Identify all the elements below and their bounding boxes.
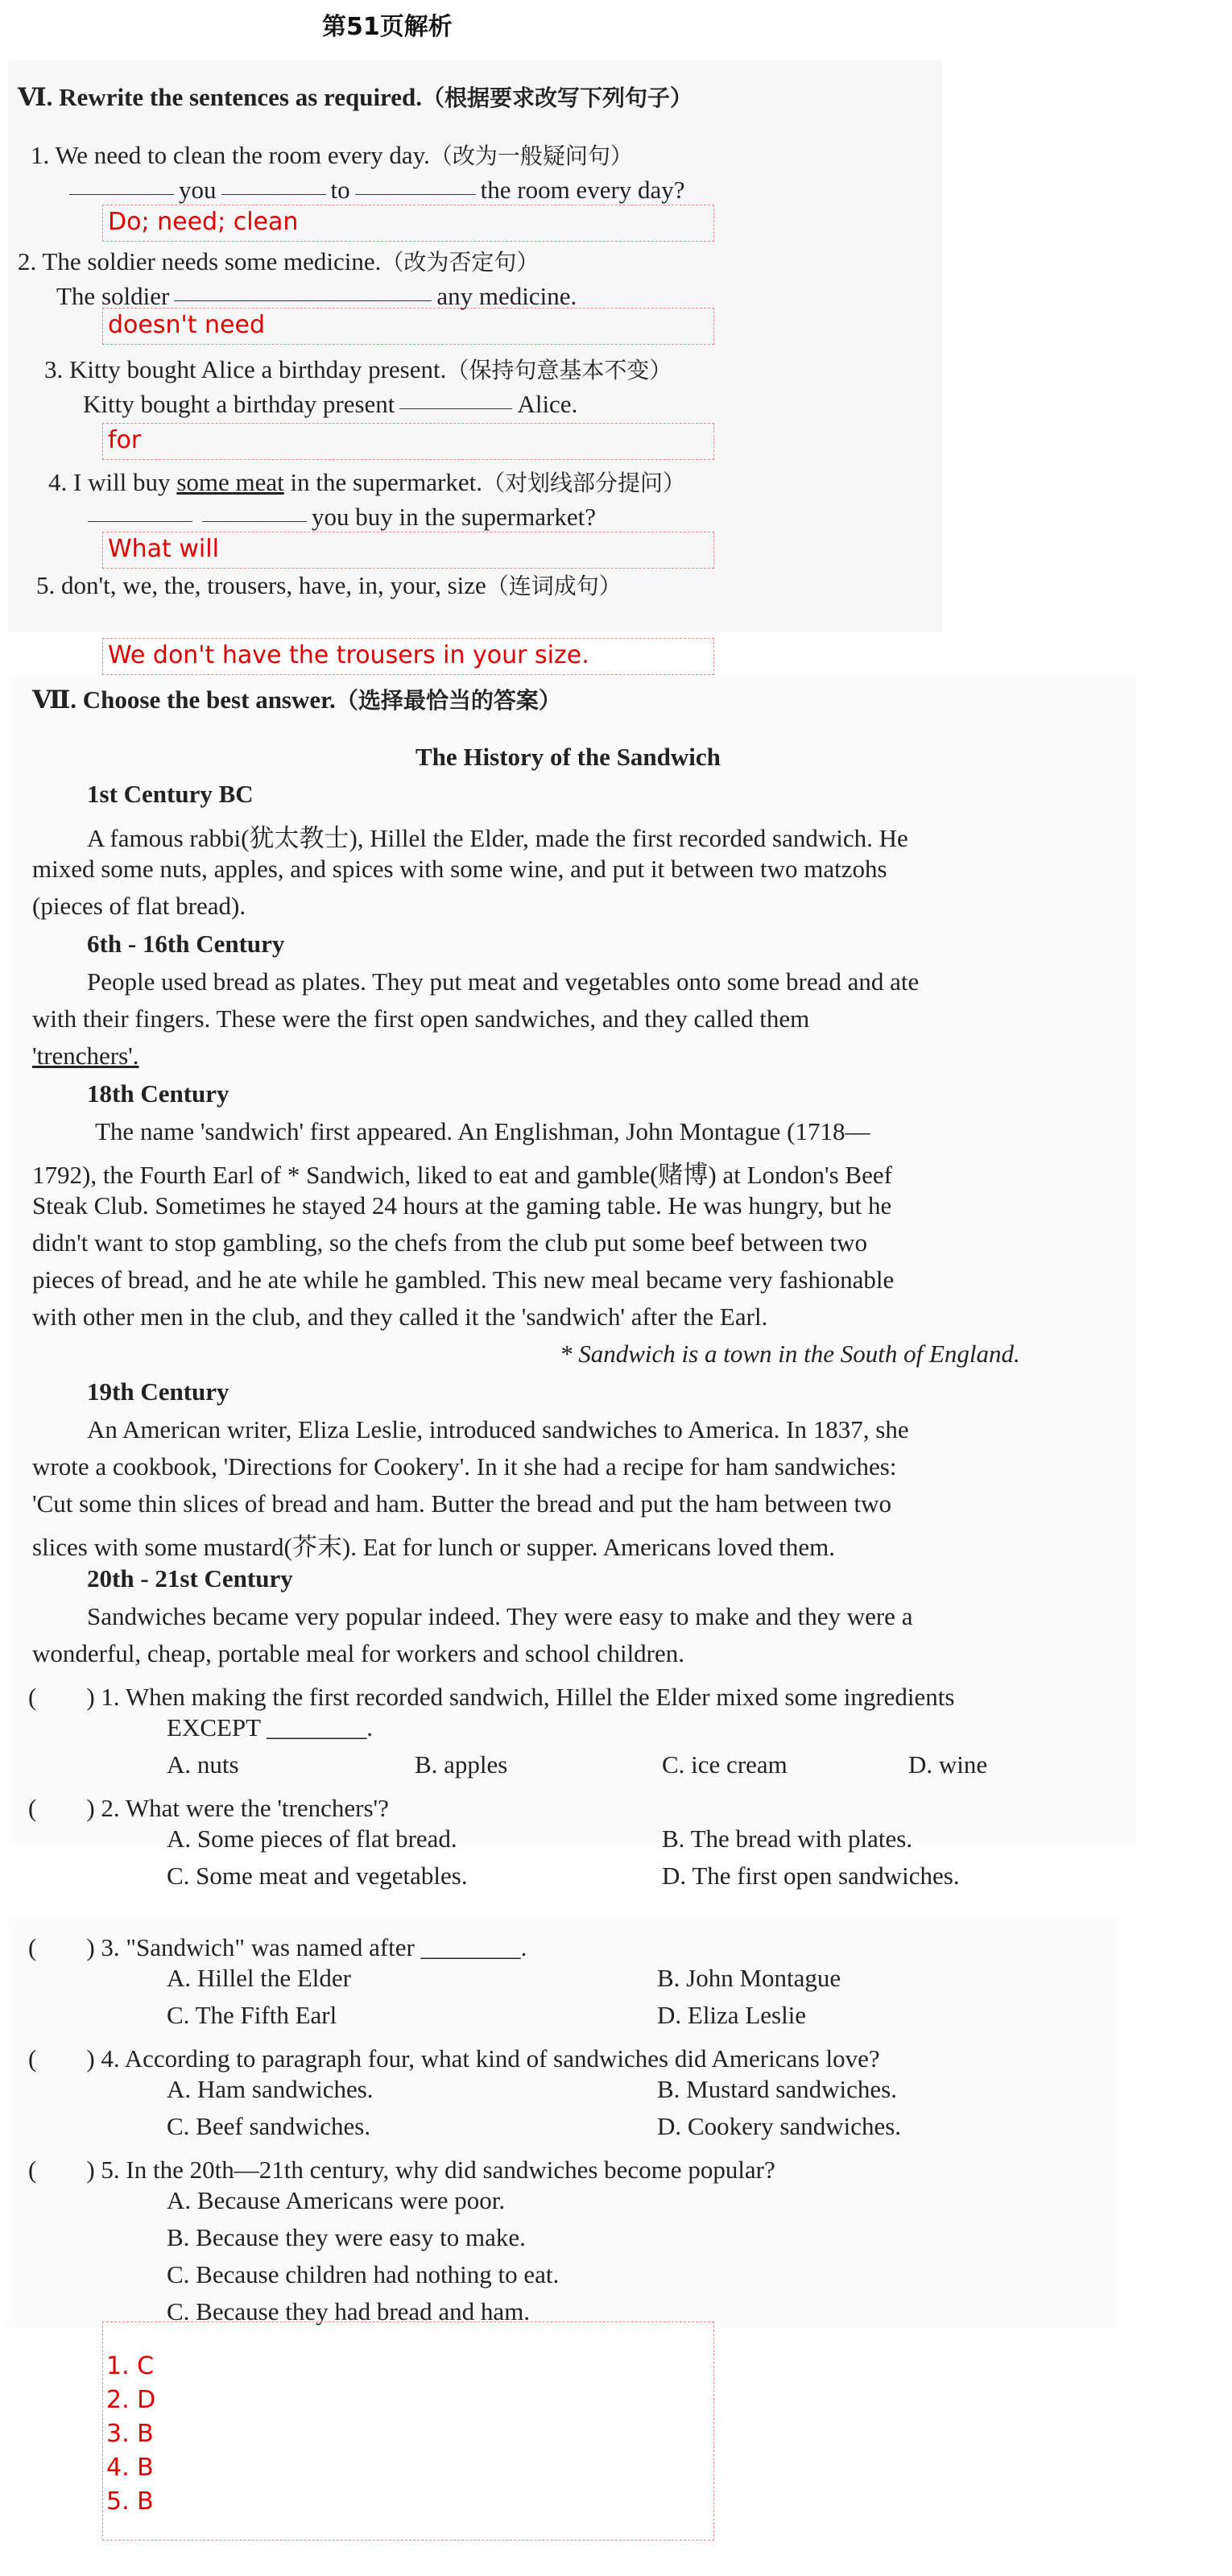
section6-title-cn: （根据要求改写下列句子） — [422, 85, 693, 111]
answer-paren: ( ) — [28, 1683, 95, 1711]
passage-title: The History of the Sandwich — [415, 743, 721, 771]
passage-line: wonderful, cheap, portable meal for workers and school children. — [32, 1639, 685, 1667]
passage-heading-2: 6th - 16th Century — [87, 930, 285, 958]
s6-q4-blanks — [83, 503, 596, 532]
section6-title-en: Rewrite the sentences as required. — [59, 83, 423, 111]
mcq-5 — [28, 2149, 775, 2185]
s6-q3-line-b: Alice. — [517, 390, 578, 418]
mcq-option: B. Because they were easy to make. — [167, 2223, 526, 2251]
s6-q1-text: We need to clean the room every day. — [55, 141, 430, 169]
section7-title-cn: （选择最恰当的答案） — [335, 687, 561, 714]
passage-line: Steak Club. Sometimes he stayed 24 hours at the gaming table. He was hungry, but he — [32, 1191, 892, 1220]
answer-key-box — [102, 2321, 714, 2541]
answer-key-item: 2. D — [106, 2386, 156, 2414]
answer-key-item: 5. B — [106, 2487, 154, 2516]
mcq-option: B. The bread with plates. — [662, 1824, 913, 1853]
s6-q5 — [36, 569, 622, 601]
mcq-stem: According to paragraph four, what kind of sandwiches did Americans love? — [124, 2044, 880, 2073]
mcq-option: D. The first open sandwiches. — [662, 1862, 960, 1890]
passage-footnote: * Sandwich is a town in the South of England. — [560, 1340, 1020, 1368]
passage-line: An American writer, Eliza Leslie, introduced sandwiches to America. In 1837, she — [87, 1415, 909, 1443]
passage-line: with other men in the club, and they called it the 'sandwich' after the Earl. — [32, 1302, 768, 1331]
mcq-option: C. Beef sandwiches. — [167, 2112, 371, 2140]
section7-title-en: Choose the best answer. — [82, 685, 336, 714]
s6-q3-note: （保持句意基本不变） — [446, 357, 672, 383]
mcq-option: B. Mustard sandwiches. — [657, 2075, 897, 2103]
section7-roman: Ⅶ. — [32, 685, 77, 714]
s6-q1-line-c: the room every day? — [480, 176, 685, 204]
mcq-option: C. Some meat and vegetables. — [167, 1862, 468, 1890]
mcq-stem: What were the 'trenchers'? — [125, 1794, 389, 1822]
passage-line: People used bread as plates. They put meat and vegetables onto some bread and ate — [87, 967, 920, 996]
blank — [221, 193, 326, 195]
blank — [88, 520, 192, 522]
passage-heading-5: 20th - 21st Century — [87, 1564, 293, 1592]
mcq-option: A. Ham sandwiches. — [167, 2075, 374, 2103]
passage-heading-4: 19th Century — [87, 1377, 229, 1406]
mcq-option: B. John Montague — [657, 1964, 841, 1992]
blank — [399, 408, 512, 409]
s6-q4-answer: What will — [102, 532, 714, 569]
s6-q1-note: （改为一般疑问句） — [429, 143, 633, 169]
s6-q4-note: （对划线部分提问） — [482, 470, 685, 496]
s6-q1-num: 1. — [31, 141, 50, 169]
section7-title — [32, 683, 561, 715]
s6-q3-answer: for — [102, 423, 714, 460]
mcq-option: C. Because they had bread and ham. — [167, 2297, 531, 2325]
answer-key-item: 4. B — [106, 2454, 154, 2482]
passage-line: 1792), the Fourth Earl of * Sandwich, liked to eat and gamble(赌博) at London's Beef — [32, 1161, 892, 1189]
s6-q3-blanks — [83, 390, 577, 419]
mcq-option: A. nuts — [167, 1750, 239, 1779]
s6-q2 — [18, 245, 539, 277]
mcq-option: C. Because children had nothing to eat. — [167, 2260, 560, 2288]
s6-q4-num: 4. — [48, 468, 68, 496]
s6-q2-blanks — [56, 282, 577, 311]
mcq-num: 4. — [101, 2044, 120, 2073]
mcq-option: C. ice cream — [662, 1750, 788, 1779]
answer-paren: ( ) — [28, 2044, 95, 2073]
s6-q2-answer: doesn't need — [102, 308, 714, 345]
answer-paren: ( ) — [28, 1933, 95, 1961]
passage-line: The name 'sandwich' first appeared. An Englishman, John Montague (1718— — [95, 1117, 870, 1145]
passage-heading-1: 1st Century BC — [87, 780, 254, 808]
passage-line: slices with some mustard(芥末). Eat for lunch or supper. Americans loved them. — [32, 1533, 835, 1561]
s6-q5-answer: We don't have the trousers in your size. — [102, 638, 714, 675]
mcq-2 — [28, 1787, 389, 1824]
mcq-option: B. apples — [415, 1750, 508, 1779]
section6-title — [18, 81, 692, 113]
passage-line: with their fingers. These were the first open sandwiches, and they called them — [32, 1004, 810, 1033]
passage-line: pieces of bread, and he ate while he gambled. This new meal became very fashionable — [32, 1265, 895, 1294]
mcq-num: 2. — [101, 1794, 120, 1822]
answer-paren: ( ) — [28, 2156, 95, 2184]
s6-q5-num: 5. — [36, 571, 56, 599]
s6-q4-text-pre: I will buy — [73, 468, 171, 496]
s6-q3-num: 3. — [44, 355, 64, 383]
s6-q4 — [48, 466, 685, 498]
section6-roman: Ⅵ. — [18, 83, 53, 111]
mcq-stem-cont: EXCEPT ________. — [167, 1713, 374, 1741]
mcq-stem: When making the first recorded sandwich, Hillel the Elder mixed some ingredients — [125, 1683, 955, 1711]
mcq-num: 5. — [101, 2156, 120, 2184]
s6-q1-blanks — [64, 176, 685, 205]
passage-line: 'Cut some thin slices of bread and ham. Butter the bread and put the ham between two — [32, 1489, 892, 1518]
s6-q1 — [31, 139, 633, 171]
passage-line: 'trenchers'. — [32, 1042, 139, 1070]
mcq-num: 3. — [101, 1933, 120, 1961]
answer-paren: ( ) — [28, 1794, 95, 1822]
mcq-option: A. Hillel the Elder — [167, 1964, 351, 1992]
mcq-stem: In the 20th—21th century, why did sandwiches become popular? — [126, 2156, 775, 2184]
s6-q4-text-post: in the supermarket. — [290, 468, 482, 496]
answer-key-item: 1. C — [106, 2352, 155, 2380]
passage-heading-3: 18th Century — [87, 1079, 229, 1108]
mcq-option: D. Cookery sandwiches. — [657, 2112, 902, 2140]
s6-q3-text: Kitty bought Alice a birthday present. — [69, 355, 447, 383]
s6-q5-text: don't, we, the, trousers, have, in, your, size — [61, 571, 486, 599]
s6-q4-text-underlined: some meat — [176, 468, 284, 496]
mcq-option: D. wine — [908, 1750, 988, 1779]
page-header: 第51页解析 — [322, 13, 453, 41]
blank — [174, 300, 432, 301]
passage-line: mixed some nuts, apples, and spices with some wine, and put it between two matzohs — [32, 855, 887, 883]
mcq-option: A. Some pieces of flat bread. — [167, 1824, 457, 1853]
s6-q2-text: The soldier needs some medicine. — [42, 247, 382, 275]
blank — [355, 193, 476, 195]
passage-line: Sandwiches became very popular indeed. They were easy to make and they were a — [87, 1602, 913, 1630]
mcq-1 — [28, 1676, 954, 1713]
s6-q5-note: （连词成句） — [486, 573, 622, 599]
passage-line: (pieces of flat bread). — [32, 892, 246, 920]
mcq-option: A. Because Americans were poor. — [167, 2186, 506, 2214]
passage-line: wrote a cookbook, 'Directions for Cookery'. In it she had a recipe for ham sandwiches: — [32, 1452, 897, 1481]
s6-q1-line-a: you — [179, 176, 217, 204]
s6-q2-line-b: any medicine. — [436, 282, 577, 310]
passage-line: didn't want to stop gambling, so the chefs from the club put some beef between two — [32, 1228, 867, 1257]
s6-q2-line-a: The soldier — [56, 282, 170, 310]
mcq-3 — [28, 1927, 527, 1963]
mcq-4 — [28, 2038, 880, 2074]
blank — [202, 520, 307, 522]
s6-q4-line-a: you buy in the supermarket? — [312, 503, 596, 531]
mcq-option: C. The Fifth Earl — [167, 2001, 337, 2029]
s6-q2-note: （改为否定句） — [381, 249, 540, 275]
s6-q2-num: 2. — [18, 247, 37, 275]
s6-q1-line-b: to — [330, 176, 350, 204]
mcq-option: D. Eliza Leslie — [657, 2001, 807, 2029]
answer-key-item: 3. B — [106, 2420, 154, 2448]
passage-line: A famous rabbi(犹太教士), Hillel the Elder, made the first recorded sandwich. He — [87, 824, 908, 852]
s6-q3-line-a: Kitty bought a birthday present — [83, 390, 395, 418]
mcq-num: 1. — [101, 1683, 120, 1711]
s6-q3 — [44, 353, 672, 385]
s6-q1-answer: Do; need; clean — [102, 205, 714, 242]
blank — [69, 193, 174, 195]
mcq-stem: "Sandwich" was named after ________. — [126, 1933, 527, 1961]
